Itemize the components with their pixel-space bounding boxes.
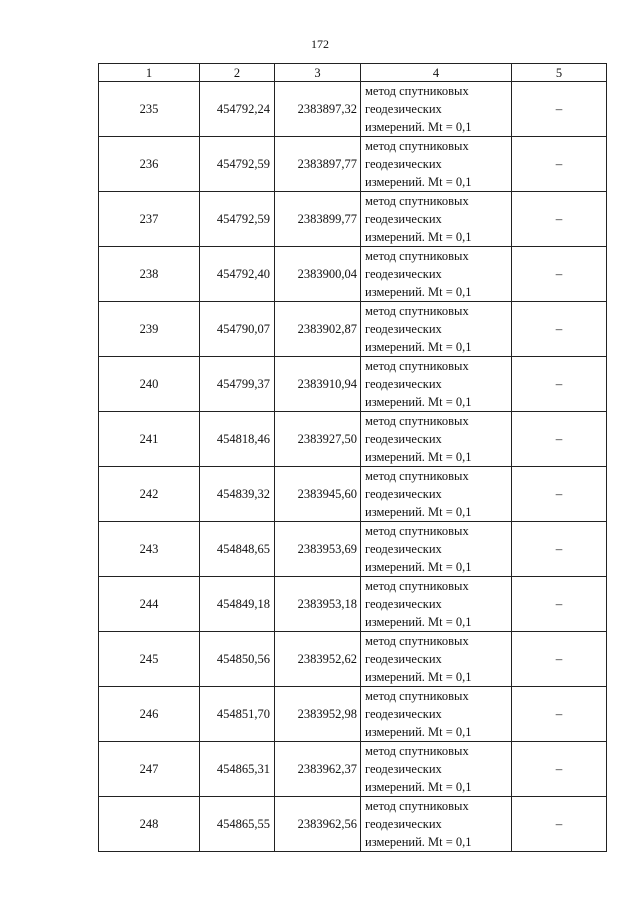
note-cell: –	[512, 247, 607, 302]
x-coordinate-cell: 454792,59	[200, 192, 275, 247]
method-line: геодезических	[365, 432, 442, 446]
point-number-cell: 240	[99, 357, 200, 412]
method-line: геодезических	[365, 157, 442, 171]
method-line: измерений. Mt = 0,1	[365, 175, 472, 189]
x-coordinate-cell: 454849,18	[200, 577, 275, 632]
table-row	[99, 467, 607, 522]
note-cell: –	[512, 192, 607, 247]
note-cell: –	[512, 357, 607, 412]
method-line: метод спутниковых	[365, 359, 469, 373]
y-coordinate-cell: 2383897,77	[275, 137, 361, 192]
method-line: геодезических	[365, 212, 442, 226]
method-line: измерений. Mt = 0,1	[365, 450, 472, 464]
method-cell	[361, 687, 512, 742]
note-cell: –	[512, 82, 607, 137]
method-line: измерений. Mt = 0,1	[365, 340, 472, 354]
table-row	[99, 687, 607, 742]
table-row	[99, 742, 607, 797]
x-coordinate-cell: 454848,65	[200, 522, 275, 577]
method-line: геодезических	[365, 817, 442, 831]
method-line: метод спутниковых	[365, 744, 469, 758]
point-number-cell: 237	[99, 192, 200, 247]
method-line: метод спутниковых	[365, 414, 469, 428]
method-line: геодезических	[365, 652, 442, 666]
method-cell	[361, 412, 512, 467]
method-line: метод спутниковых	[365, 634, 469, 648]
method-cell	[361, 632, 512, 687]
x-coordinate-cell: 454799,37	[200, 357, 275, 412]
point-number-cell: 242	[99, 467, 200, 522]
method-line: измерений. Mt = 0,1	[365, 670, 472, 684]
method-cell	[361, 357, 512, 412]
note-cell: –	[512, 687, 607, 742]
method-line: геодезических	[365, 707, 442, 721]
method-cell	[361, 522, 512, 577]
method-line: измерений. Mt = 0,1	[365, 560, 472, 574]
column-header-5: 5	[512, 64, 607, 82]
method-line: геодезических	[365, 102, 442, 116]
method-line: геодезических	[365, 487, 442, 501]
point-number-cell: 245	[99, 632, 200, 687]
x-coordinate-cell: 454818,46	[200, 412, 275, 467]
method-line: измерений. Mt = 0,1	[365, 725, 472, 739]
y-coordinate-cell: 2383900,04	[275, 247, 361, 302]
x-coordinate-cell: 454790,07	[200, 302, 275, 357]
method-line: геодезических	[365, 322, 442, 336]
note-cell: –	[512, 742, 607, 797]
point-number-cell: 236	[99, 137, 200, 192]
y-coordinate-cell: 2383902,87	[275, 302, 361, 357]
point-number-cell: 239	[99, 302, 200, 357]
method-line: метод спутниковых	[365, 139, 469, 153]
method-line: геодезических	[365, 597, 442, 611]
table-header-row	[99, 64, 607, 82]
point-number-cell: 238	[99, 247, 200, 302]
coordinates-table	[98, 63, 607, 852]
x-coordinate-cell: 454792,40	[200, 247, 275, 302]
y-coordinate-cell: 2383953,18	[275, 577, 361, 632]
method-line: метод спутниковых	[365, 469, 469, 483]
method-cell	[361, 577, 512, 632]
x-coordinate-cell: 454850,56	[200, 632, 275, 687]
y-coordinate-cell: 2383927,50	[275, 412, 361, 467]
note-cell: –	[512, 412, 607, 467]
y-coordinate-cell: 2383899,77	[275, 192, 361, 247]
note-cell: –	[512, 137, 607, 192]
x-coordinate-cell: 454851,70	[200, 687, 275, 742]
note-cell: –	[512, 632, 607, 687]
method-line: метод спутниковых	[365, 304, 469, 318]
note-cell: –	[512, 522, 607, 577]
method-cell	[361, 742, 512, 797]
method-cell	[361, 247, 512, 302]
method-line: измерений. Mt = 0,1	[365, 120, 472, 134]
method-line: измерений. Mt = 0,1	[365, 780, 472, 794]
y-coordinate-cell: 2383952,98	[275, 687, 361, 742]
y-coordinate-cell: 2383962,56	[275, 797, 361, 852]
table-row	[99, 522, 607, 577]
table-row	[99, 192, 607, 247]
method-line: метод спутниковых	[365, 799, 469, 813]
method-line: измерений. Mt = 0,1	[365, 285, 472, 299]
note-cell: –	[512, 302, 607, 357]
method-line: геодезических	[365, 267, 442, 281]
method-line: измерений. Mt = 0,1	[365, 230, 472, 244]
point-number-cell: 243	[99, 522, 200, 577]
y-coordinate-cell: 2383910,94	[275, 357, 361, 412]
point-number-cell: 241	[99, 412, 200, 467]
point-number-cell: 235	[99, 82, 200, 137]
method-cell	[361, 302, 512, 357]
note-cell: –	[512, 577, 607, 632]
table-row	[99, 632, 607, 687]
table-row	[99, 82, 607, 137]
method-line: метод спутниковых	[365, 579, 469, 593]
method-cell	[361, 137, 512, 192]
table-row	[99, 302, 607, 357]
table-row	[99, 412, 607, 467]
method-line: измерений. Mt = 0,1	[365, 835, 472, 849]
x-coordinate-cell: 454865,31	[200, 742, 275, 797]
point-number-cell: 248	[99, 797, 200, 852]
y-coordinate-cell: 2383952,62	[275, 632, 361, 687]
column-header-4: 4	[361, 64, 512, 82]
method-line: геодезических	[365, 762, 442, 776]
table-row	[99, 137, 607, 192]
y-coordinate-cell: 2383945,60	[275, 467, 361, 522]
method-line: метод спутниковых	[365, 524, 469, 538]
method-cell	[361, 82, 512, 137]
point-number-cell: 246	[99, 687, 200, 742]
method-cell	[361, 797, 512, 852]
method-line: геодезических	[365, 377, 442, 391]
point-number-cell: 244	[99, 577, 200, 632]
y-coordinate-cell: 2383962,37	[275, 742, 361, 797]
x-coordinate-cell: 454839,32	[200, 467, 275, 522]
method-line: измерений. Mt = 0,1	[365, 615, 472, 629]
method-line: измерений. Mt = 0,1	[365, 505, 472, 519]
table-row	[99, 577, 607, 632]
note-cell: –	[512, 467, 607, 522]
y-coordinate-cell: 2383897,32	[275, 82, 361, 137]
method-line: метод спутниковых	[365, 689, 469, 703]
method-line: метод спутниковых	[365, 194, 469, 208]
method-line: метод спутниковых	[365, 249, 469, 263]
method-line: метод спутниковых	[365, 84, 469, 98]
column-header-3: 3	[275, 64, 361, 82]
method-cell	[361, 192, 512, 247]
column-header-1: 1	[99, 64, 200, 82]
method-cell	[361, 467, 512, 522]
note-cell: –	[512, 797, 607, 852]
x-coordinate-cell: 454865,55	[200, 797, 275, 852]
x-coordinate-cell: 454792,24	[200, 82, 275, 137]
y-coordinate-cell: 2383953,69	[275, 522, 361, 577]
page-number: 172	[311, 37, 329, 51]
table-row	[99, 247, 607, 302]
table-row	[99, 357, 607, 412]
method-line: геодезических	[365, 542, 442, 556]
column-header-2: 2	[200, 64, 275, 82]
x-coordinate-cell: 454792,59	[200, 137, 275, 192]
point-number-cell: 247	[99, 742, 200, 797]
table-row	[99, 797, 607, 852]
method-line: измерений. Mt = 0,1	[365, 395, 472, 409]
